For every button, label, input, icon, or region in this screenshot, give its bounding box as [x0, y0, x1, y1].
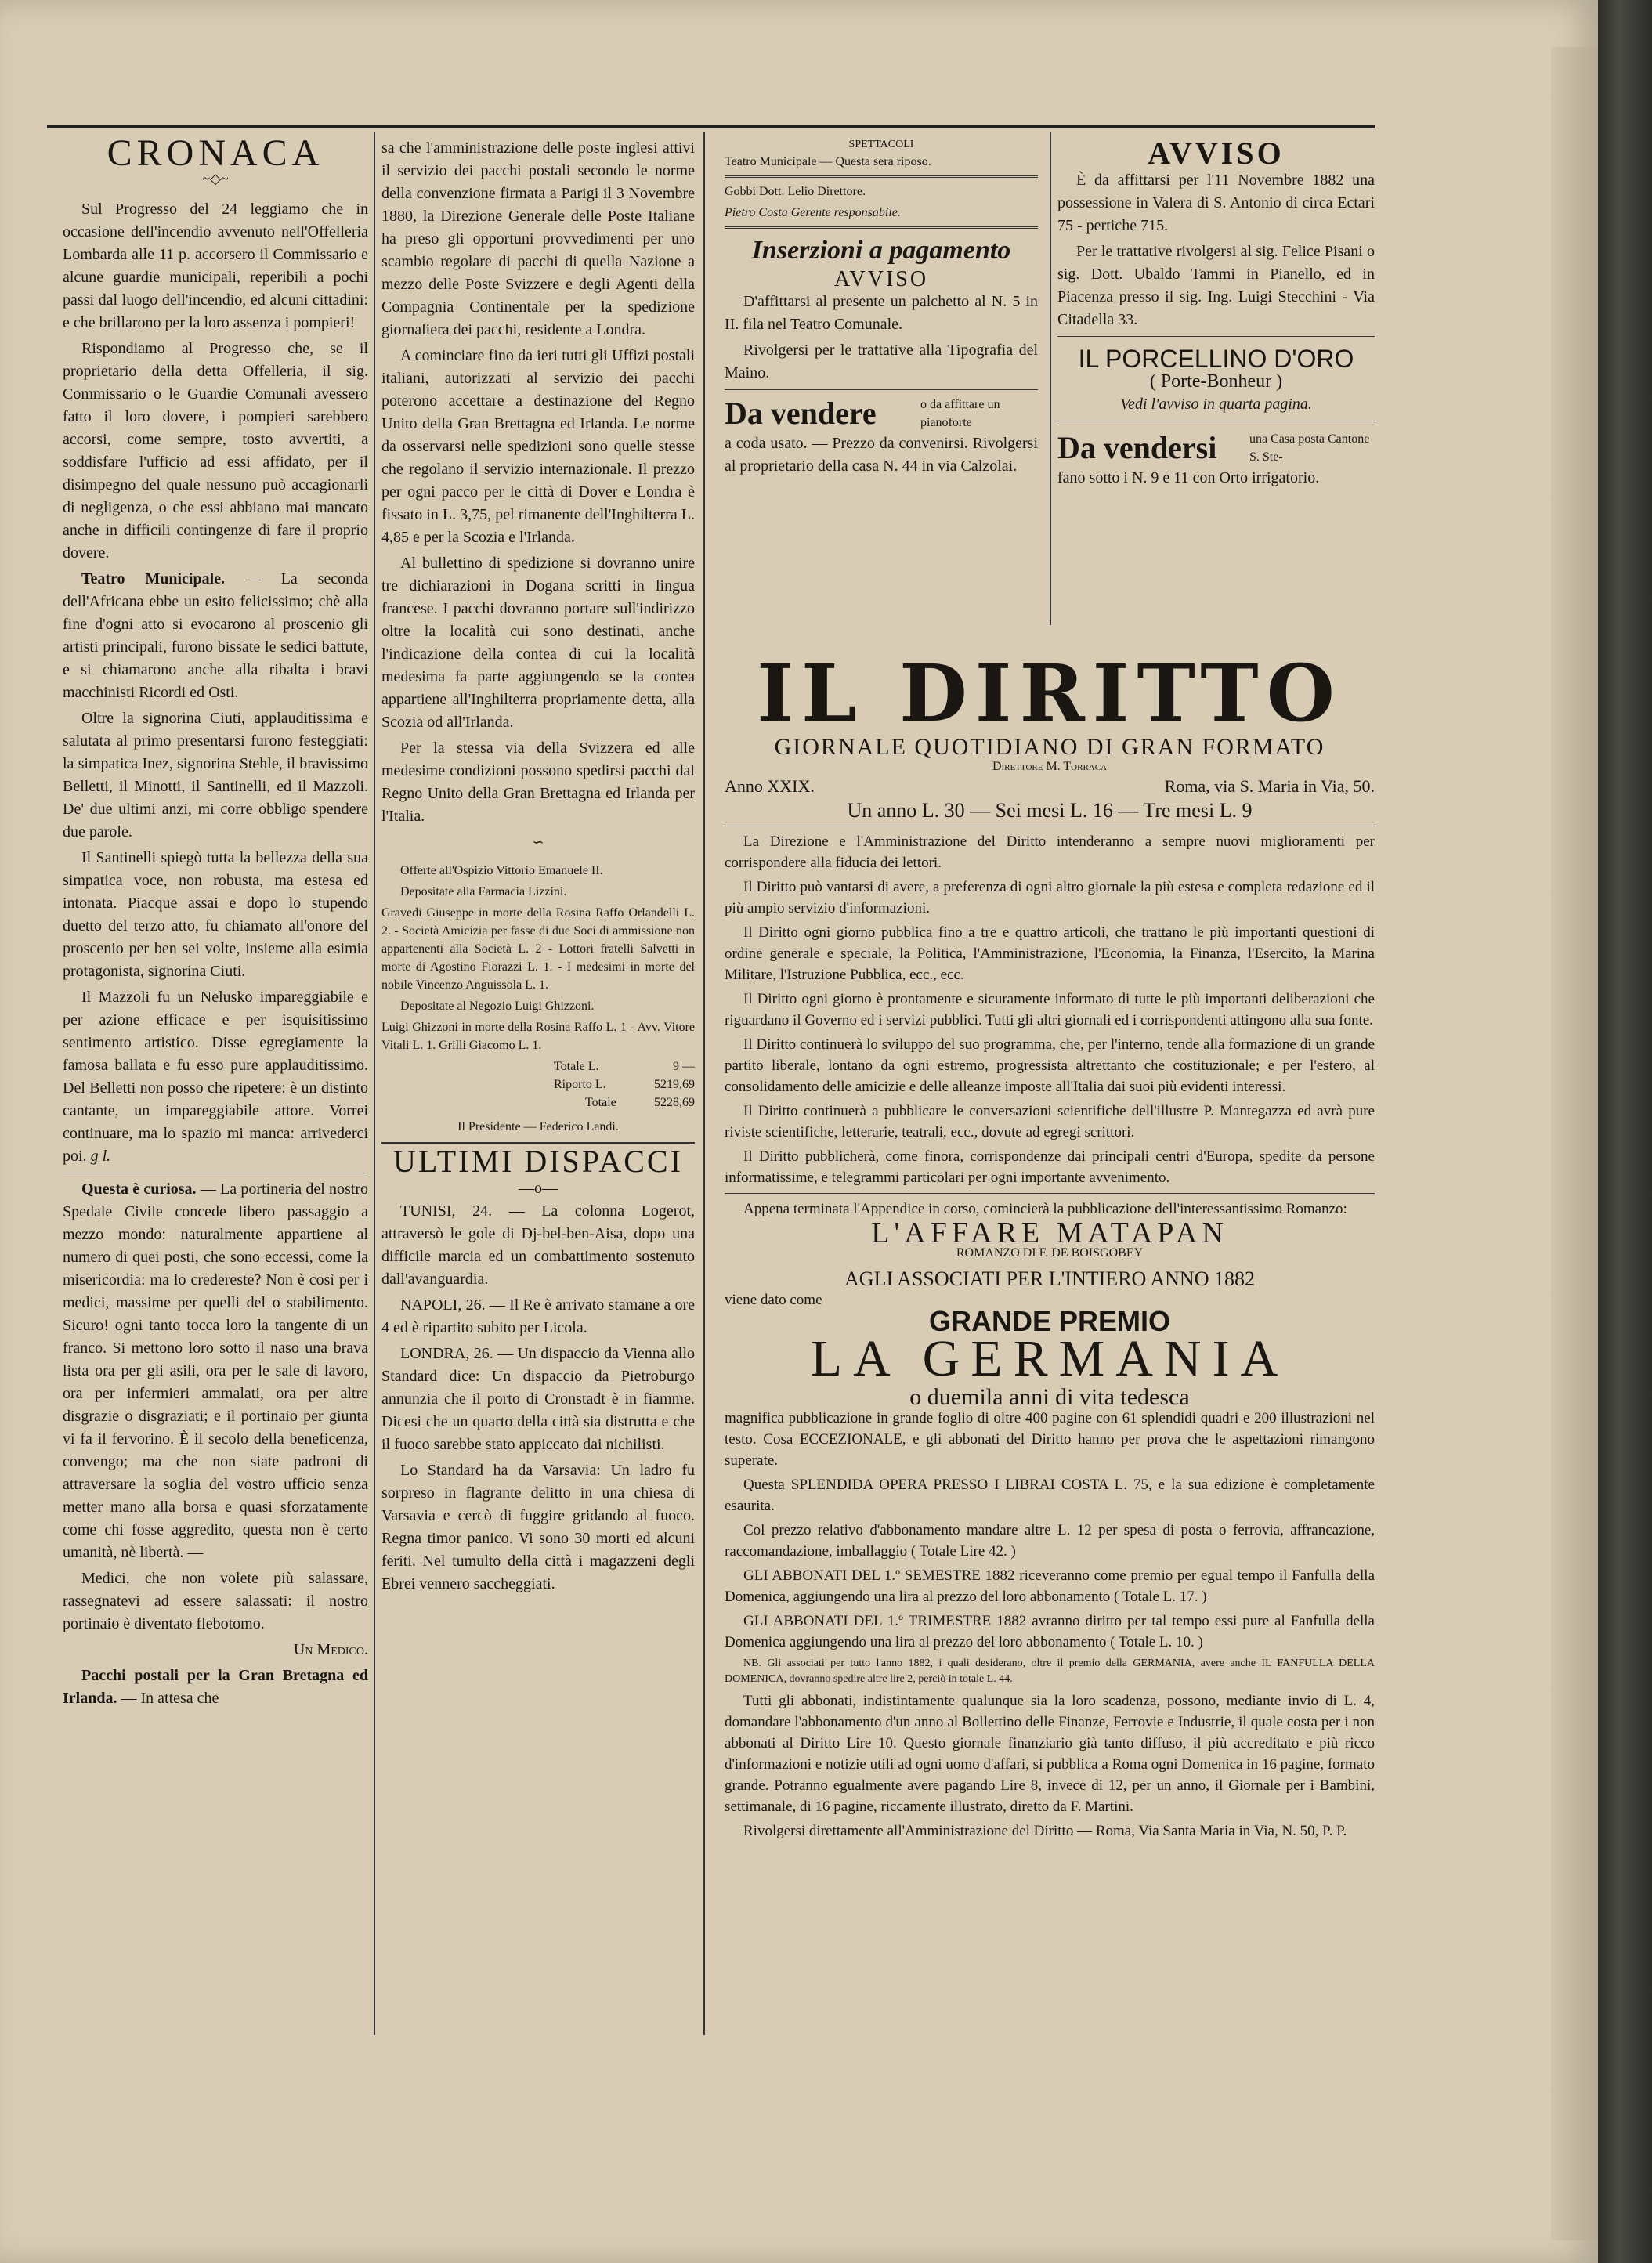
- cronaca-p7: [63, 1178, 368, 1564]
- diritto-p4: Il Diritto ogni giorno è prontamente e sicuramente informato di tutte le più importanti deliberazioni che riguardano il Governo ed i servizi pubblici. Tutti gli altri giornali ed i corrispondenti attingono alla sua fonte.: [725, 991, 1375, 1028]
- diritto-p15: Rivolgersi direttamente all'Amministrazione del Diritto — Roma, Via Santa Maria in Via, N. 50, P. P.: [743, 1823, 1347, 1839]
- column-divider-3: [1050, 132, 1051, 625]
- teatro-riposo: Teatro Municipale — Questa sera riposo.: [725, 155, 931, 168]
- diritto-p9: magnifica pubblicazione in grande foglio di oltre 400 pagine con 61 splendidi quadri e 200 illustrazioni nel testo. Cosa ECCEZIONALE, e gli abbonati del Diritto hanno per prova che le aspettazioni rimangono superate.: [725, 1410, 1375, 1469]
- totale-value: 9 —: [673, 1060, 695, 1073]
- page-edge: [1551, 47, 1598, 2240]
- vendere-text: a coda usato. — Prezzo da convenirsi. Rivolgersi al proprietario della casa N. 44 in via Calzolai.: [725, 435, 1038, 475]
- cronaca-title: CRONACA: [107, 132, 324, 174]
- diritto-p10: Questa SPLENDIDA OPERA PRESSO I LIBRAI COSTA L. 75, e la sua edizione è completamente esaurita.: [725, 1477, 1375, 1514]
- column-spettacoli: [725, 137, 1038, 481]
- avviso-palchetto-contact: Rivolgersi per le trattative alla Tipografia del Maino.: [725, 342, 1038, 381]
- diritto-p6: Il Diritto continuerà a pubblicare le conversazioni scientifiche dell'illustre P. Mantegazza ed avrà pure riviste scientifiche, letterarie, teatrali, ecc., dovute ad egregi scrittori.: [725, 1103, 1375, 1141]
- diritto-ad: [725, 647, 1375, 1845]
- separator: [725, 226, 1038, 229]
- signature-medico: Un Medico.: [293, 1641, 368, 1658]
- avviso-p2: Per le trattative rivolgersi al sig. Felice Pisani o sig. Dott. Ubaldo Tammi in Pianello, ed in Piacenza presso il sig. Ing. Luigi Stecchini - Via Citadella 33.: [1057, 243, 1375, 328]
- totale2-label: Totale: [585, 1096, 616, 1109]
- offer-3: Gravedi Giuseppe in morte della Rosina Raffo Orlandelli L. 2. - Società Amicizia per fasse di due Soci di ammissione non appartenenti alla Società L. 2 - Lottori fratelli Salvetti in morte di Agostino Fiorazzi L. 1. - I medesimi in morte del nobile Vincenzo Anguissola L. 1.: [381, 906, 695, 992]
- romanzo-author: ROMANZO DI F. DE BOISGOBEY: [956, 1246, 1144, 1260]
- dispaccio-napoli: NAPOLI, 26. — Il Re è arrivato stamane a ore 4 ed è ripartito subito per Licola.: [381, 1296, 695, 1336]
- offer-2: Depositate alla Farmacia Lizzini.: [400, 885, 567, 898]
- grande-premio: GRANDE PREMIO: [928, 1305, 1171, 1337]
- diritto-p11: Col prezzo relativo d'abbonamento mandare altre L. 12 per spesa di posta o ferrovia, affrancazione, raccomandazione, imballaggio ( Totale Lire 42. ): [725, 1522, 1375, 1560]
- riporto-label: Riporto L.: [554, 1078, 606, 1091]
- diritto-title: IL DIRITTO: [757, 647, 1343, 739]
- diritto-subtitle: GIORNALE QUOTIDIANO DI GRAN FORMATO: [774, 734, 1325, 760]
- totale-label: Totale L.: [554, 1060, 599, 1073]
- pacchi-p3: Al bullettino di spedizione si dovranno unire tre dichiarazioni in Dogana scritti in lingua francese. I pacchi dovranno portare sull'indirizzo oltre la località cui sono destinati, anche l'indicazione della contea di cui la località medesima fa parte aggiungendo se la contea appartiene all'Inghilterra propriamente detta, alla Scozia od all'Irlanda.: [381, 555, 695, 731]
- cronaca-p6: [63, 986, 368, 1168]
- offer-5: Luigi Ghizzoni in morte della Rosina Raffo L. 1 - Avv. Vitore Vitali L. 1. Grilli Giacomo L. 1.: [381, 1021, 695, 1052]
- riporto-row: [381, 1075, 695, 1094]
- diritto-p2: Il Diritto può vantarsi di avere, a preferenza di ogni altro giornale la più estesa e completa redazione ed il più ampio servizio d'informazioni.: [725, 879, 1375, 916]
- dispacci-title: ULTIMI DISPACCI: [393, 1144, 683, 1179]
- cronaca-p3: [63, 568, 368, 704]
- inserzioni-title: Inserzioni a pagamento: [751, 236, 1011, 265]
- totale-row: [381, 1057, 695, 1075]
- cronaca-p8: Medici, che non volete più salassare, rassegnatevi ad essere salassati: il nostro portinaio è diventato flebotomo.: [63, 1570, 368, 1632]
- diritto-p8: Appena terminata l'Appendice in corso, comincierà la pubblicazione dell'interessantissimo Romanzo:: [743, 1201, 1347, 1217]
- offer-1: Offerte all'Ospizio Vittorio Emanuele II.: [400, 864, 603, 877]
- ornament: ~◇~: [202, 171, 229, 186]
- president: Il Presidente — Federico Landi.: [457, 1120, 619, 1133]
- viene-dato: viene dato come: [725, 1292, 822, 1308]
- porte-bonheur: ( Porte-Bonheur ): [1149, 371, 1283, 392]
- cronaca-p5: Il Santinelli spiegò tutta la bellezza della sua simpatica voce, non robusta, ma estesa ed intonata. Piacque assai e dopo lo stupendo duetto del terzo atto, fu chiamato all'onore del proscenio per ben sei volte, insieme alla esimia protagonista, signorina Ciuti.: [63, 849, 368, 980]
- diritto-p7: Il Diritto pubblicherà, come finora, corrispondenze dai principali centri d'Europa, spedite da persone informatissime, e telegrammi particolari per ogni importante avvenimento.: [725, 1148, 1375, 1186]
- pacchi-text: — In attesa che: [117, 1690, 219, 1707]
- dispaccio-londra: LONDRA, 26. — Un dispaccio da Vienna allo Standard dice: Un dispaccio da Pietroburgo annunzia che il porto di Cronstadt è in fiamme. Dicesi che un quarto della città sia distrutta e che il fuoco sarebbe stato appiccato dai nichilisti.: [381, 1345, 695, 1453]
- agli-associati: AGLI ASSOCIATI PER L'INTIERO ANNO 1882: [844, 1267, 1255, 1290]
- separator: [725, 1193, 1375, 1194]
- diritto-p12: GLI ABBONATI DEL 1.º SEMESTRE 1882 riceveranno come premio per egual tempo il Fanfulla della Domenica, aggiungendo una lira al prezzo del loro abbonamento ( Totale L. 17. ): [725, 1567, 1375, 1605]
- diritto-nb: NB. Gli associati per tutto l'anno 1882, i quali desiderano, oltre il premio della GERMANIA, avere anche IL FANFULLA DELLA DOMENICA, dovranno spedire altre lire 2, perciò in totale L. 44.: [725, 1657, 1375, 1685]
- vendersi-header: [1057, 429, 1375, 467]
- pacchi-p4: Per la stessa via della Svizzera ed alle medesime condizioni possono spedirsi pacchi dal Regno Unito della Gran Brettagna ed Irlanda per l'Italia.: [381, 739, 695, 825]
- pacchi-p2: A cominciare fino da ieri tutti gli Uffizi postali italiani, autorizzati al servizio dei pacchi poterono accettare a destinazione del Regno Unito della Gran Brettagna ed Irlanda. Le norme da osservarsi nelle spedizioni sono quelle stesse che regolano il servizio internazionale. Il prezzo per ogni pacco per le città di Dover e Londra è fissato in L. 3,75, pel rimanente dell'Inghilterra L. 4,85 e per la Scozia e l'Irlanda.: [381, 347, 695, 546]
- porcellino-title: IL PORCELLINO D'ORO: [1078, 345, 1354, 373]
- teatro-heading: Teatro Municipale.: [81, 570, 226, 587]
- avviso-palchetto-text: D'affittarsi al presente un palchetto al N. 5 in II. fila nel Teatro Comunale.: [725, 293, 1038, 333]
- curiosa-text: — La portineria del nostro Spedale Civile concede libero passaggio a mezzo mondo: naturalmente appartiene al numero di quei posti, che sono eccessi, come la misericordia: ma lo credereste? Non è così per i medici, massime per quelli del o stabilimento. Sicuro! ogni tanto tocca loro la tangente di un franco. Si mettono loro sotto il naso una brava lista ora per gli asili, ora per le sale di lavoro, ora per infermieri ammalati, ora per altre disgrazie o disgraziati; e il portinaio per giunta vi fa il fervorino. È il secolo della beneficenza, convengo; ma che non siate padroni di attraversare la soglia del vostro ufficio senza metter mano alla borsa e quasi sforzatamente come chi fosse aggredito, questa non è certo umanità, nè libertà. —: [63, 1180, 368, 1561]
- totale2-row: [381, 1094, 695, 1112]
- vendersi-text: fano sotto i N. 9 e 11 con Orto irrigatorio.: [1057, 469, 1320, 486]
- diritto-p5: Il Diritto continuerà lo sviluppo del suo programma, che, per l'interno, tende alla formazione di un grande partito liberale, lontano da ogni estremo, progressista altrettanto che costituzionale; e per l'estero, al consolidamento delle amicizie e delle alleanze imposte all'Italia dai suoi più evidenti interessi.: [725, 1036, 1375, 1095]
- separator: [1057, 336, 1375, 337]
- avviso-palchetto-title: AVVISO: [833, 267, 929, 291]
- pacchi-p1: sa che l'amministrazione delle poste inglesi attivi il servizio dei pacchi postali secondo le norme della convenzione firmata a Parigi il 3 Novembre 1880, la Direzione Generale delle Poste Italiane ha preso gli opportuni provvedimenti per uno scambio regolare di pacchi di quella Nazione a mezzo delle Poste Svizzere e degli Agenti della Compagnia Continentale per la spedizione giornaliera dei pacchi, residente a Londra.: [381, 139, 695, 338]
- riporto-value: 5219,69: [654, 1078, 695, 1091]
- separator: [725, 389, 1038, 390]
- cronaca-p1: Sul Progresso del 24 leggiamo che in occasione dell'incendio avvenuto nell'Offelleria Lombarda alle 11 p. accorsero il Commissario e alcune guardie municipali, reperibili a pochi passi dal luogo dell'incendio, ed alcuni cittadini: e che brillarono per la loro assenza i pompieri!: [63, 201, 368, 331]
- diritto-info-row: [725, 775, 1375, 797]
- la-germania: LA GERMANIA: [810, 1330, 1289, 1387]
- vendersi-side: una Casa posta Cantone S. Ste-: [1249, 432, 1370, 464]
- curiosa-heading: Questa è curiosa.: [81, 1180, 197, 1198]
- pacchi-heading: Pacchi postali per la Gran Bretagna ed Irlanda.: [63, 1667, 368, 1707]
- ornament: ∽: [532, 834, 544, 850]
- separator: [725, 175, 1038, 178]
- dispaccio-tunisi: TUNISI, 24. — La colonna Logerot, attraversò le gole di Dj-bel-ben-Aisa, dopo una difficile marcia ed un combattimento sostenuto dall'avanguardia.: [381, 1202, 695, 1288]
- diritto-director: Direttore M. Torraca: [992, 760, 1108, 773]
- diritto-address: Roma, via S. Maria in Via, 50.: [1164, 776, 1375, 796]
- diritto-p13: GLI ABBONATI DEL 1.º TRIMESTRE 1882 avranno diritto per tal tempo essi pure al Fanfulla della Domenica aggiungendo una lira al prezzo del loro abbonamento ( Totale L. 10. ): [725, 1613, 1375, 1650]
- teatro-text: — La seconda dell'Africana ebbe un esito felicissimo; chè alla fine d'ogni atto si evocarono al proscenio gli artisti principali, furono bissate le sedici battute, e si chiamarono anche alla ribalta i bravi macchinisti Ricordi ed Osti.: [63, 570, 368, 701]
- avviso-p1: È da affittarsi per l'11 Novembre 1882 una possessione in Valera di S. Antonio di circa Ectari 75 - pertiche 715.: [1057, 172, 1375, 234]
- vendersi-title: Da vendersi: [1057, 430, 1217, 465]
- vedi-avviso: Vedi l'avviso in quarta pagina.: [1120, 396, 1312, 413]
- affare-matapan: L'AFFARE MATAPAN: [871, 1216, 1228, 1249]
- vendere-title: Da vendere: [725, 396, 877, 431]
- top-rule: [47, 125, 1375, 128]
- diritto-p1: La Direzione e l'Amministrazione del Diritto intenderanno a sempre nuovi miglioramenti per corrispondere alla fiducia dei lettori.: [725, 833, 1375, 871]
- costa-gerente: Pietro Costa Gerente responsabile.: [725, 206, 901, 219]
- diritto-p14: Tutti gli abbonati, indistintamente qualunque sia la loro scadenza, possono, mediante invio di L. 4, domandare l'abbonamento d'un anno al Bollettino delle Finanze, Ferrovie e Industrie, il quale costa per i non abbonati al Diritto Lire 10. Questo giornale finanziario già tanto diffuso, il più accreditato e più ricco d'informazioni e notizie utili ad ogni uomo d'affari, si pubblica a Roma ogni Domenica in 16 pagine, formato grande. Potranno egualmente avere pagando Lire 8, invece di 12, per un anno, il Giornale per i Bambini, settimanale, di 16 pagine, riccamente illustrato, diretto da F. Martini.: [725, 1693, 1375, 1815]
- gobbi-direttore: Gobbi Dott. Lelio Direttore.: [725, 185, 866, 198]
- column-divider-1: [374, 132, 375, 2035]
- totale2-value: 5228,69: [654, 1096, 695, 1109]
- duemila-anni: o duemila anni di vita tedesca: [909, 1384, 1190, 1410]
- diritto-anno: Anno XXIX.: [725, 776, 815, 796]
- dispaccio-varsavia: Lo Standard ha da Varsavia: Un ladro fu sorpreso in flagrante delitto in una chiesa di Varsavia e cercò di fuggire gridando al fuoco. Regna timor panico. Vi sono 30 morti ed alcuni feriti. Nel tumulto della città i magazzeni degli Ebrei vennero saccheggiati.: [381, 1462, 695, 1592]
- column-cronaca: [63, 132, 368, 1713]
- offer-4: Depositate al Negozio Luigi Ghizzoni.: [400, 1000, 595, 1013]
- vendere-header: [725, 395, 1038, 432]
- avviso-title: AVVISO: [1148, 136, 1285, 171]
- column-divider-2: [703, 132, 705, 2035]
- vendere-side: o da affittare un pianoforte: [920, 398, 1000, 429]
- diritto-prices: Un anno L. 30 — Sei mesi L. 16 — Tre mesi L. 9: [847, 799, 1253, 822]
- signature-gl: g l.: [90, 1148, 111, 1165]
- cronaca-p2: Rispondiamo al Progresso che, se il proprietario della detta Offelleria, il sig. Commissario o le Guardie Comunali avessero fatto il loro dovere, i pompieri sarebbero accorsi, come sempre, tosto avvertiti, a soddisfare l'ufficio ad essi affidato, per il disimpegno del quale nessuno può accagionarli di negligenza, o che essi abbiano mai mancato anche in difficili contingenze di fare il proprio dovere.: [63, 340, 368, 562]
- dispacci-sep: —o—: [519, 1180, 558, 1197]
- cronaca-p4: Oltre la signorina Ciuti, applauditissima e salutata al primo presentarsi furono festeggiati: la simpatica Inez, signorina Stehle, il bravissimo Belletti, il Minotti, il Santinelli, ed il Mazzoli. De' due ultimi anzi, mi corre obbligo spendere due parole.: [63, 710, 368, 840]
- cronaca-p9: [63, 1665, 368, 1710]
- offerte-block: [381, 862, 695, 1136]
- spettacoli-heading: SPETTACOLI: [848, 139, 914, 150]
- diritto-p3: Il Diritto ogni giorno pubblica fino a tre e quattro articoli, che trattano le più importanti questioni di ordine generale e speciale, la Politica, l'Amministrazione, l'Economia, la Finanza, l'Esercito, la Marina Militare, l'Istruzione Pubblica, ecc., ecc.: [725, 924, 1375, 983]
- book-spine: [1598, 0, 1652, 2263]
- mazzoli-text: Il Mazzoli fu un Nelusko impareggiabile e per azione efficace e per isquisitissimo sentimento artistico. Disse egregiamente la famosa ballata e fu esso pure applauditissimo. Del Belletti non posso che ripetere: è un distinto cantante, un impareggiabile attore. Vorrei continuare, ma lo spazio mi manca: arrivederci poi.: [63, 989, 368, 1165]
- column-pacchi: [381, 137, 695, 1599]
- column-avviso: [1057, 137, 1375, 493]
